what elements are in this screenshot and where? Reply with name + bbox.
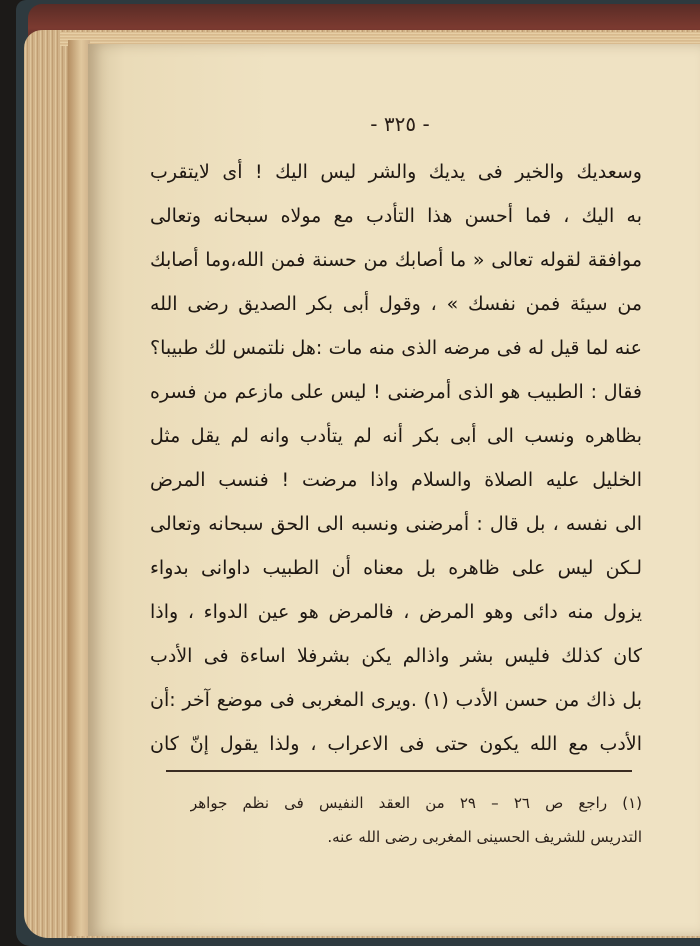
text-line: الى نفسه ، بل قال : أمرضنى ونسبه الى الحق سبحانه وتعالى (150, 513, 642, 535)
text-line: به اليك ، فما أحسن هذا التأدب مع مولاه سبحانه وتعالى (150, 205, 642, 227)
text-line: الخليل عليه الصلاة والسلام واذا مرضت ! فنسب المرض (150, 469, 642, 491)
text-line: كان كذلك فليس بشر واذالم يكن بشرفلا اساءة فى الأدب (150, 645, 642, 667)
text-line: فقال : الطبيب هو الذى أمرضنى ! ليس على مازعم من فسره (150, 381, 642, 403)
footnote-line: (١) راجع ص ٢٦ – ٢٩ من العقد النفيس فى نظم جواهر (190, 794, 642, 812)
text-line: عنه لما قيل له فى مرضه الذى منه مات :هل نلتمس لك طبيبا؟ (150, 337, 642, 359)
footnote-divider (166, 770, 632, 772)
text-line: يزول منه دائى وهو المرض ، فالمرض هو عين الدواء ، واذا (150, 601, 642, 623)
text-line: لـكن ليس على ظاهره بل معناه أن الطبيب داوانى بدواء (150, 557, 642, 579)
text-line: موافقة لقوله تعالى « ما أصابك من حسنة فمن الله،وما أصابك (150, 249, 642, 271)
text-line: الأدب مع الله يكون حتى فى الاعراب ، ولذا يقول إنّ كان (150, 733, 642, 755)
text-line: وسعديك والخير فى يديك والشر ليس اليك ! أى لايتقرب (150, 161, 642, 183)
page-edge (68, 40, 90, 936)
body-text (150, 150, 642, 766)
text-line: بظاهره ونسب الى أبى بكر أنه لم يتأدب وانه لم يقل مثل (150, 425, 642, 447)
page-number: - ٣٢٥ - (370, 112, 430, 136)
footnote-line: التدريس للشريف الحسينى المغربى رضى الله عنه. (327, 828, 642, 846)
text-line: بل ذاك من حسن الأدب (١) .ويرى المغربى فى موضع آخر :أن (150, 689, 642, 711)
text-line: من سيئة فمن نفسك » ، وقول أبى بكر الصديق رضى الله (150, 293, 642, 315)
footnote (190, 786, 642, 854)
